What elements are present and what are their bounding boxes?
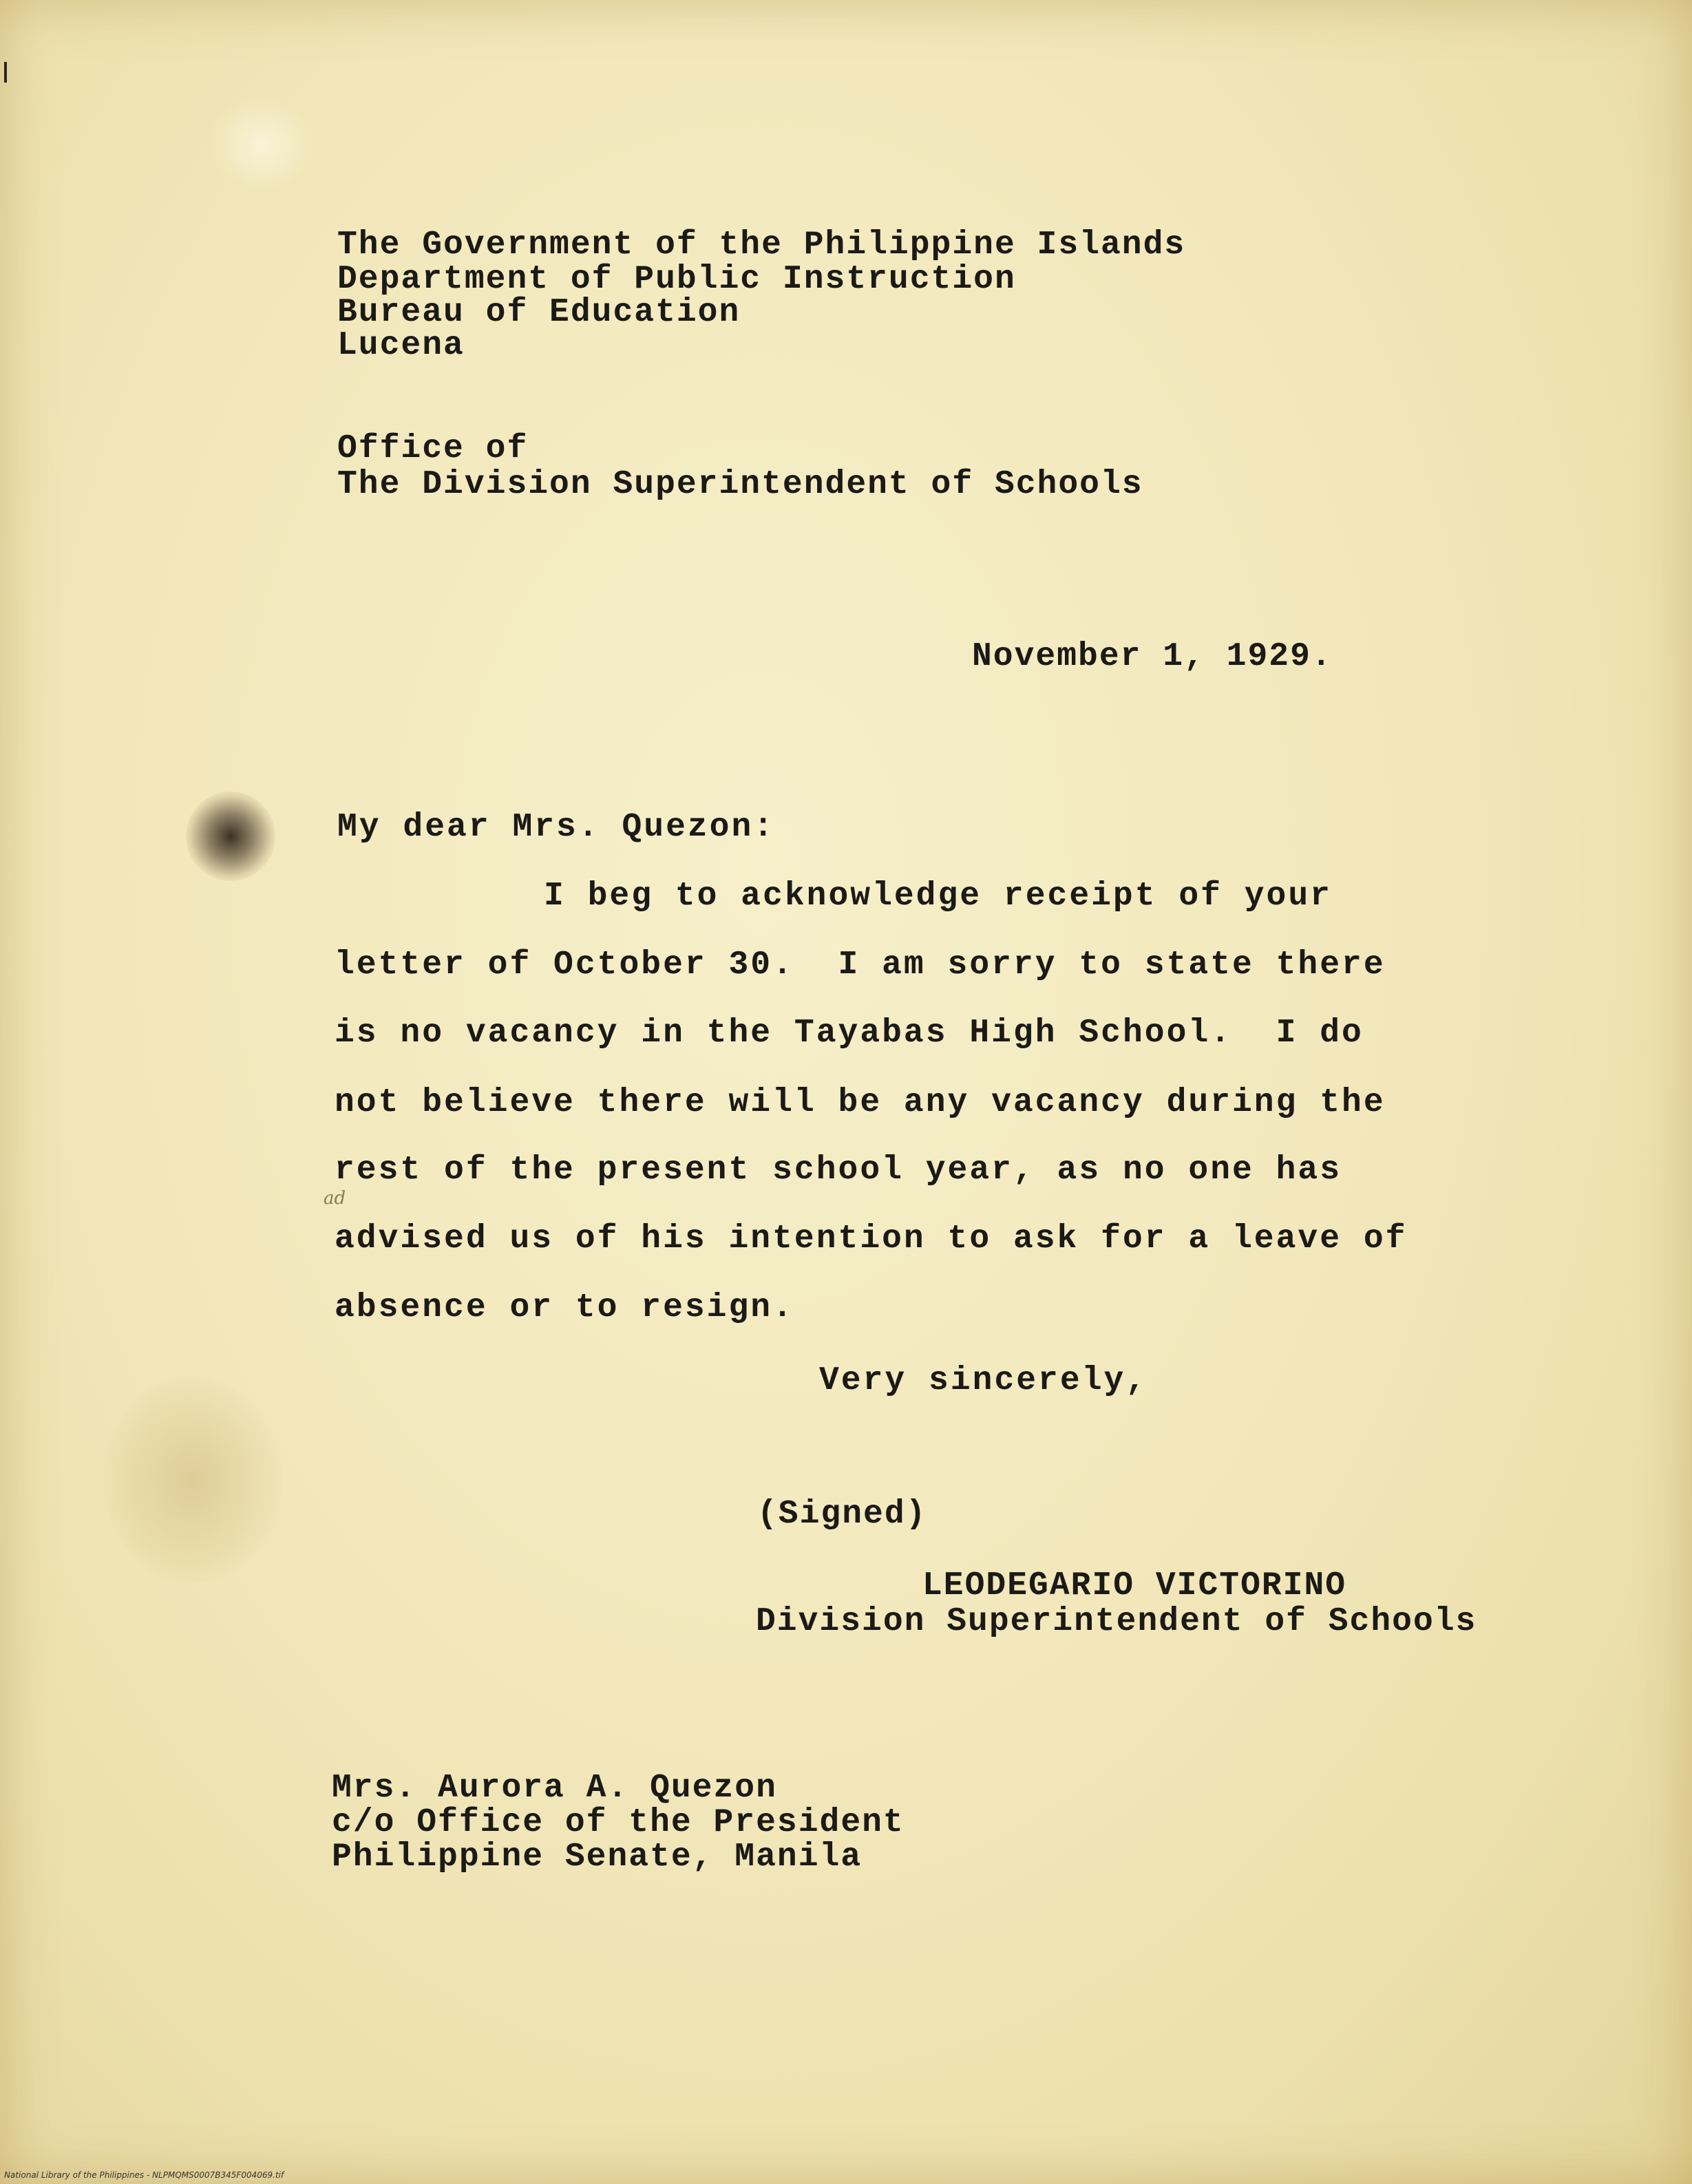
body-line-4: not believe there will be any vacancy during the bbox=[335, 1084, 1386, 1121]
margin-mark: ad bbox=[324, 1188, 346, 1209]
office-line-1: Office of bbox=[337, 430, 529, 467]
letterhead-line-3: Bureau of Education bbox=[337, 294, 741, 331]
recipient-line-3: Philippine Senate, Manila bbox=[332, 1838, 863, 1876]
body-line-7: absence or to resign. bbox=[335, 1289, 794, 1326]
closing: Very sincerely, bbox=[819, 1362, 1148, 1399]
body-line-2: letter of October 30. I am sorry to state there bbox=[335, 946, 1386, 984]
paper-stain bbox=[186, 792, 275, 881]
office-line-2: The Division Superintendent of Schools bbox=[337, 466, 1143, 503]
letterhead-line-1: The Government of the Philippine Islands bbox=[337, 226, 1186, 264]
signed-note: (Signed) bbox=[757, 1496, 927, 1533]
body-line-6: advised us of his intention to ask for a leave of bbox=[335, 1220, 1408, 1258]
signatory-name: LEODEGARIO VICTORINO bbox=[922, 1567, 1347, 1604]
margin-tick-mark bbox=[4, 62, 7, 83]
letterhead-line-2: Department of Public Instruction bbox=[337, 261, 1016, 298]
recipient-line-1: Mrs. Aurora A. Quezon bbox=[332, 1770, 777, 1807]
recipient-line-2: c/o Office of the President bbox=[332, 1804, 905, 1841]
paper-stain bbox=[103, 1377, 282, 1583]
body-line-5: rest of the present school year, as no one has bbox=[335, 1152, 1342, 1189]
paper-stain bbox=[207, 96, 317, 193]
letter-date: November 1, 1929. bbox=[972, 638, 1333, 675]
body-line-1: I beg to acknowledge receipt of your bbox=[544, 878, 1332, 915]
signatory-title: Division Superintendent of Schools bbox=[756, 1603, 1477, 1640]
salutation: My dear Mrs. Quezon: bbox=[337, 809, 776, 846]
body-line-3: is no vacancy in the Tayabas High School. I do bbox=[335, 1015, 1364, 1052]
letterhead-line-4: Lucena bbox=[337, 327, 465, 364]
archive-footer: National Library of the Philippines - NLPMQMS0007B345F004069.tif bbox=[4, 2170, 284, 2180]
